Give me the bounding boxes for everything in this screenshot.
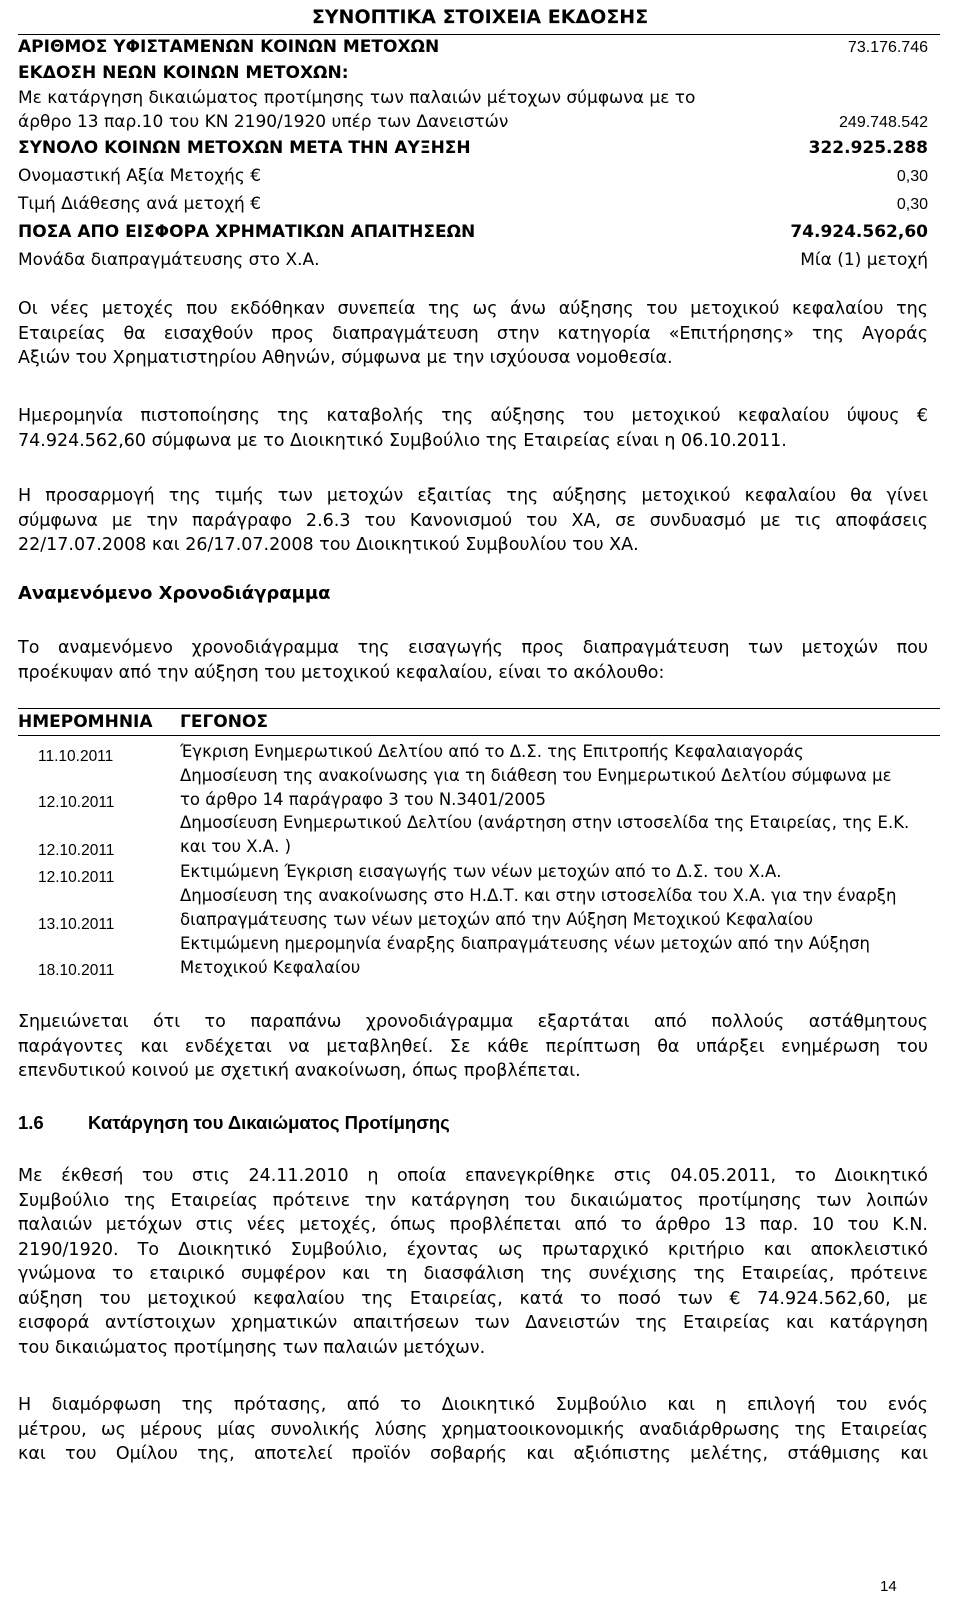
paragraph-listing xyxy=(18,297,928,371)
text-line: Εκτιμώμενη ημερομηνία έναρξης διαπραγμάτευσης νέων μετοχών από την Αύξηση xyxy=(180,934,871,953)
schedule-row-event xyxy=(180,740,920,764)
summary-label: ΑΡΙΘΜΟΣ ΥΦΙΣΤΑΜΕΝΩΝ ΚΟΙΝΩΝ ΜΕΤΟΧΩΝ xyxy=(18,37,440,57)
schedule-row-date: 18.10.2011 xyxy=(38,962,115,979)
paragraph-schedule-intro xyxy=(18,636,928,685)
text-line: Εταιρείας θα εισαχθούν προς διαπραγμάτευση στην κατηγορία «Επιτήρησης» της Αγοράς xyxy=(18,323,928,344)
text-line: Δημοσίευση της ανακοίνωσης για τη διάθεση του Ενημερωτικού Δελτίου σύμφωνα με xyxy=(180,766,892,785)
summary-value: 249.748.542 xyxy=(839,114,928,131)
schedule-row-event xyxy=(180,860,920,884)
summary-label: Μονάδα διαπραγμάτευσης στο Χ.Α. xyxy=(18,250,320,270)
schedule-row-event xyxy=(180,884,920,932)
summary-value: 73.176.746 xyxy=(847,39,928,56)
text-line: 74.924.562,60 σύμφωνα με το Διοικητικό Συμβούλιο της Εταιρείας είναι η 06.10.2011. xyxy=(18,430,787,451)
summary-title: ΣΥΝΟΠΤΙΚΑ ΣΤΟΙΧΕΙΑ ΕΚΔΟΣΗΣ xyxy=(311,6,649,28)
text-line: Μετοχικού Κεφαλαίου xyxy=(180,958,361,977)
text-line: Ημερομηνία πιστοποίησης της καταβολής της αύξησης του μετοχικού κεφαλαίου ύψους € xyxy=(18,406,928,426)
text-line: Η προσαρμογή της τιμής των μετοχών εξαιτίας της αύξησης μετοχικού κεφαλαίου θα γίνει xyxy=(18,486,928,506)
paragraph-certification-date xyxy=(18,404,928,453)
text-line: Οι νέες μετοχές που εκδόθηκαν συνεπεία της ως άνω αύξησης του μετοχικού κεφαλαίου της xyxy=(18,299,928,319)
text-line: παράγοντες και ενδέχεται να μεταβληθεί. Σε κάθε περίπτωση θα υπάρξει ενημέρωση του xyxy=(18,1036,928,1057)
section-title: Κατάργηση του Δικαιώματος Προτίμησης xyxy=(88,1112,450,1133)
text-line: αύξηση του μετοχικού κεφαλαίου της Εταιρείας, κατά το ποσό των € 74.924.562,60, με xyxy=(18,1288,928,1309)
summary-label: ΕΚΔΟΣΗ ΝΕΩΝ ΚΟΙΝΩΝ ΜΕΤΟΧΩΝ: xyxy=(18,63,349,83)
text-line: Με έκθεσή του στις 24.11.2010 η οποία επανεγκρίθηκε στις 04.05.2011, το Διοικητικό xyxy=(18,1166,928,1186)
schedule-row-date: 12.10.2011 xyxy=(38,869,115,886)
summary-label: Ονομαστική Αξία Μετοχής € xyxy=(18,166,262,186)
summary-value: Μία (1) μετοχή xyxy=(800,250,928,270)
text-line: 2190/1920. Το Διοικητικό Συμβούλιο, έχοντας ως πρωταρχικό κριτήριο και αποκλειστικό xyxy=(18,1239,928,1260)
text-line: διαπραγμάτευσης των νέων μετοχών από την Αύξηση Μετοχικού Κεφαλαίου xyxy=(180,910,814,929)
schedule-row-date: 12.10.2011 xyxy=(38,794,115,811)
text-line: Συμβούλιο της Εταιρείας πρότεινε την κατάργηση του δικαιώματος προτίμησης των λοιπών xyxy=(18,1190,928,1211)
text-line: 22/17.07.2008 και 26/17.07.2008 του Διοικητικού Συμβουλίου του ΧΑ. xyxy=(18,535,639,555)
text-line: παλαιών μετόχων στις νέες μετοχές, όπως προβλέπεται από το άρθρο 13 παρ. 10 του Κ.Ν. xyxy=(18,1215,928,1235)
schedule-row-date: 11.10.2011 xyxy=(38,748,114,765)
text-line: Σημειώνεται ότι το παραπάνω χρονοδιάγραμμα εξαρτάται από πολλούς αστάθμητους xyxy=(18,1012,928,1032)
schedule-row-event xyxy=(180,764,920,812)
summary-label: Τιμή Διάθεσης ανά μετοχή € xyxy=(18,194,262,214)
paragraph-schedule-note xyxy=(18,1010,928,1084)
section-number: 1.6 xyxy=(18,1112,44,1133)
summary-top-rule xyxy=(18,34,940,35)
schedule-heading: Αναμενόμενο Χρονοδιάγραμμα xyxy=(18,583,331,604)
schedule-row-event xyxy=(180,932,920,980)
text-line: Δημοσίευση Ενημερωτικού Δελτίου (ανάρτηση στην ιστοσελίδα της Εταιρείας, της Ε.Κ. xyxy=(180,813,910,832)
summary-value: 322.925.288 xyxy=(808,138,928,158)
schedule-row-event xyxy=(180,811,920,859)
summary-label: Με κατάργηση δικαιώματος προτίμησης των παλαιών μέτοχων σύμφωνα με το xyxy=(18,88,696,108)
text-line: Δημοσίευση της ανακοίνωσης στο Η.Δ.Τ. και στην ιστοσελίδα του Χ.Α. για την έναρξη xyxy=(180,886,897,905)
page-number: 14 xyxy=(880,1578,897,1595)
summary-value: 0,30 xyxy=(896,196,928,213)
text-line: Αξιών του Χρηματιστηρίου Αθηνών, σύμφωνα με την ισχύουσα νομοθεσία. xyxy=(18,348,673,368)
text-line: Έγκριση Ενημερωτικού Δελτίου από το Δ.Σ. της Επιτροπής Κεφαλαιαγοράς xyxy=(180,742,804,761)
text-line: Το αναμενόμενο χρονοδιάγραμμα της εισαγωγής προς διαπραγμάτευση των μετοχών που xyxy=(18,638,928,658)
text-line: Εκτιμώμενη Έγκριση εισαγωγής των νέων μετοχών από το Δ.Σ. του Χ.Α. xyxy=(180,862,782,881)
schedule-top-rule xyxy=(18,708,940,709)
text-line: το άρθρο 14 παράγραφο 3 του Ν.3401/2005 xyxy=(180,790,546,809)
text-line: του δικαιώματος προτίμησης των παλαιών μετόχων. xyxy=(18,1337,486,1358)
text-line: εισφορά αντίστοιχων χρηματικών απαιτήσεων των Δανειστών της Εταιρείας και κατάργηση xyxy=(18,1313,928,1333)
text-line: μέτρου, ως μέρους μίας συνολικής λύσης χρηματοοικονομικής αναδιάρθρωσης της Εταιρείας xyxy=(18,1419,928,1440)
schedule-header-rule xyxy=(18,735,940,736)
text-line: Η διαμόρφωση της πρότασης, από το Διοικητικό Συμβούλιο και η επιλογή του ενός xyxy=(18,1395,928,1415)
schedule-row-date: 12.10.2011 xyxy=(38,842,115,859)
text-line: επενδυτικού κοινού με σχετική ανακοίνωση, όπως προβλέπεται. xyxy=(18,1061,581,1081)
summary-value: 0,30 xyxy=(896,168,928,185)
summary-label: ΣΥΝΟΛΟ ΚΟΙΝΩΝ ΜΕΤΟΧΩΝ ΜΕΤΑ ΤΗΝ ΑΥΞΗΣΗ xyxy=(18,138,471,158)
summary-value: 74.924.562,60 xyxy=(790,222,928,242)
text-line: και του Ομίλου της, αποτελεί προϊόν σοβαρής και αξιόπιστης μελέτης, στάθμισης και xyxy=(18,1444,928,1464)
schedule-col-date: ΗΜΕΡΟΜΗΝΙΑ xyxy=(18,712,153,732)
text-line: προέκυψαν από την αύξηση του μετοχικού κεφαλαίου, είναι το ακόλουθο: xyxy=(18,662,665,683)
paragraph-price-adjustment xyxy=(18,484,928,558)
text-line: σύμφωνα με την παράγραφο 2.6.3 του Κανονισμού του ΧΑ, σε συνδυασμό με τις αποφάσεις xyxy=(18,510,928,531)
text-line: γνώμονα το εταιρικό συμφέρον και τη διασφάλιση της συνέχισης της Εταιρείας, πρότεινε xyxy=(18,1264,928,1284)
paragraph-preemption-waiver xyxy=(18,1164,928,1360)
summary-label: άρθρο 13 παρ.10 του ΚΝ 2190/1920 υπέρ των Δανειστών xyxy=(18,112,509,132)
schedule-row-date: 13.10.2011 xyxy=(38,916,115,933)
summary-label: ΠΟΣΑ ΑΠΟ ΕΙΣΦΟΡΑ ΧΡΗΜΑΤΙΚΩΝ ΑΠΑΙΤΗΣΕΩΝ xyxy=(18,222,476,242)
text-line: και του Χ.Α. ) xyxy=(180,837,292,856)
schedule-col-event: ΓΕΓΟΝΟΣ xyxy=(180,712,269,732)
paragraph-proposal xyxy=(18,1393,928,1467)
